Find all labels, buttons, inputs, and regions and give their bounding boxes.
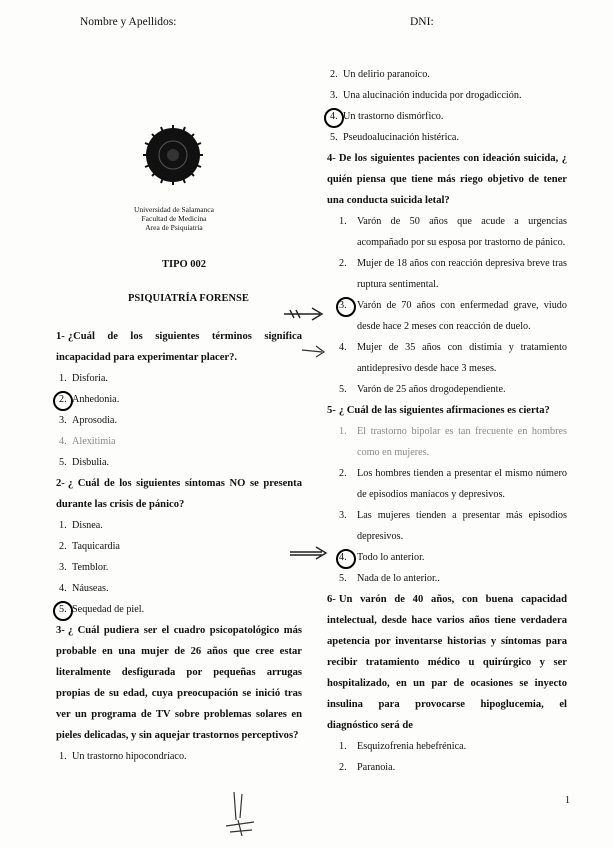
question <box>56 473 302 620</box>
option: 1. El trastorno bipolar es tan frecuente en hombres como en mujeres. <box>339 426 567 458</box>
option: 2. Mujer de 18 años con reacción depresiva breve tras ruptura sentimental. <box>339 258 567 290</box>
answer-mark-icon <box>324 108 344 128</box>
answer-mark-icon <box>53 601 73 621</box>
question <box>327 148 567 400</box>
institution-line: Facultad de Medicina <box>141 214 207 223</box>
option: 1. Un trastorno hipocondríaco. <box>59 751 187 762</box>
answer-mark-icon <box>336 297 356 317</box>
pen-arrow-icon <box>288 542 330 562</box>
dni-label: DNI: <box>410 16 434 28</box>
option-selected: 2. Anhedonia. <box>56 389 302 410</box>
pen-scribble-icon <box>220 790 260 840</box>
exam-subject: PSIQUIATRÍA FORENSE <box>128 293 249 304</box>
exam-type: TIPO 002 <box>162 259 207 270</box>
option: 1. Esquizofrenia hebefrénica. <box>339 741 467 752</box>
option: 5. Disbulia. <box>59 457 110 468</box>
name-label: Nombre y Apellidos: <box>80 16 177 28</box>
question <box>56 620 302 767</box>
question <box>327 400 567 589</box>
question <box>327 589 567 778</box>
option: 2. Un delirio paranoico. <box>330 69 430 80</box>
option: 2. Paranoia. <box>339 762 396 773</box>
question-text: 1- ¿Cuál de los siguientes términos significa incapacidad para experimentar placer?. <box>56 331 302 363</box>
option: 5. Nada de lo anterior.. <box>339 573 440 584</box>
option: 3. Aprosodia. <box>59 415 117 426</box>
question-text: 5- ¿ Cuál de las siguientes afirmaciones es cierta? <box>327 405 550 416</box>
option: 1. Disforia. <box>59 373 108 384</box>
option: 3. Las mujeres tienden a presentar más episodios depresivos. <box>339 510 567 542</box>
option: 1. Varón de 50 años que acude a urgencias acompañado por su esposa por trastorno de pánico. <box>339 216 567 248</box>
right-column <box>327 64 567 778</box>
answer-mark-icon <box>336 549 356 569</box>
option: 4. Alexitimia <box>59 436 116 447</box>
question-text: 4- De los siguientes pacientes con ideación suicida, ¿ quién piensa que tiene más riego objetivo de tener una conducta suicida letal? <box>327 153 567 206</box>
university-seal-icon <box>143 125 203 185</box>
answer-mark-icon <box>53 391 73 411</box>
option: 2. Los hombres tienden a presentar el mismo número de episodios maníacos y depresivos. <box>339 468 567 500</box>
institution-block <box>104 205 244 232</box>
institution-line: Universidad de Salamanca <box>134 205 214 214</box>
option: 4. Mujer de 35 años con distimia y tratamiento antidepresivo desde hace 3 meses. <box>339 342 567 374</box>
option-selected: 4. Un trastorno dismórfico. <box>327 106 567 127</box>
pen-arrow-icon <box>282 300 332 330</box>
option-selected: 3. Varón de 70 años con enfermedad grave, viudo desde hace 2 meses con reacción de duelo. <box>327 295 567 337</box>
option: 2. Taquicardia <box>59 541 120 552</box>
option: 3. Temblor. <box>59 562 109 573</box>
question-text: 6- Un varón de 40 años, con buena capacidad intelectual, desde hace varios años tiene verdadera apetencia por inventarse historias y síntomas para recibir tratamiento médico u quirúrgico y ser hospitalizado, en un par de ocasiones se inyecto insulina para provocarse hipoglucemia, el diagnóstico será de <box>327 594 567 731</box>
page-number: 1 <box>565 795 570 806</box>
question-text: 3- ¿ Cuál pudiera ser el cuadro psicopatológico más probable en una mujer de 26 años que cree estar literalmente desfigurada por pequeñas arrugas propias de su edad, cuya preocupación se inició tras ver un programa de TV sobre problemas solares en pieles delicadas, y sin aquejar trastornos perceptivos? <box>56 625 302 741</box>
option-selected: 4. Todo lo anterior. <box>327 547 567 568</box>
option: 3. Una alucinación inducida por drogadicción. <box>330 90 522 101</box>
option: 5. Varón de 25 años drogodependiente. <box>339 384 506 395</box>
institution-line: Area de Psiquiatria <box>145 223 203 232</box>
option: 4. Náuseas. <box>59 583 109 594</box>
option: 1. Disnea. <box>59 520 103 531</box>
question-text: 2- ¿ Cuál de los siguientes síntomas NO se presenta durante las crisis de pánico? <box>56 478 302 510</box>
pen-arrow-icon <box>300 340 330 360</box>
question <box>56 326 302 473</box>
option: 5. Pseudoalucinación histérica. <box>330 132 459 143</box>
left-column <box>56 326 302 767</box>
option-selected: 5. Sequedad de piel. <box>56 599 302 620</box>
